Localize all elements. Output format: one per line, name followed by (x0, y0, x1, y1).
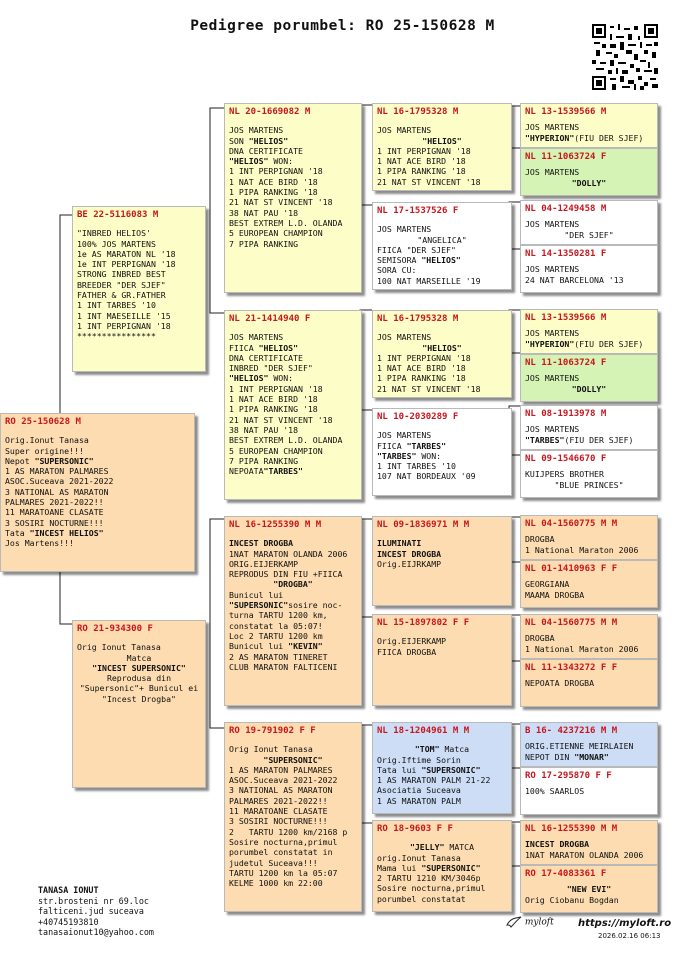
gen3-detail-line: 7 PIPA RANKING (229, 238, 299, 249)
sire-detail-line: 1e AS MARATON NL '18 (77, 248, 176, 259)
gen3-detail-line: NEPOATA"TARBES" (229, 466, 303, 477)
gen3-detail-line: ORIG.EIJERKAMP (229, 558, 299, 569)
gen4-detail-line: JOS MARTENS (377, 125, 432, 136)
dam-detail-line: "Incest Drogba" (102, 693, 176, 704)
gen5-ring-number: NL 14-1350281 F (525, 249, 607, 259)
gen4-detail-line: Sosire nocturna,primul (377, 883, 486, 894)
gen4-ring-number: NL 16-1795328 M (377, 107, 459, 117)
gen3-detail-line: 7 PIPA RANKING (229, 455, 299, 466)
dam-detail-line: Matca (126, 652, 152, 663)
gen3-detail-line: CLUB MARATON FALTICENI (229, 661, 338, 672)
dam-detail-line: "INCEST SUPERSONIC" (92, 662, 186, 673)
gen3-detail-line: REPRODUS DIN FIU +FIICA (229, 569, 343, 580)
gen4-card-5[interactable] (372, 516, 512, 606)
gen4-detail-line: Orig.EIJERKAMP (377, 636, 447, 647)
gen5-detail-line: MAAMA DROGBA (525, 589, 585, 600)
gen5-detail-line: 100% SAARLOS (525, 786, 585, 797)
gen5-ring-number: NL 11-1343272 F F (525, 663, 618, 673)
sire-ring-number: BE 22-5116083 M (77, 210, 159, 220)
gen5-card-5[interactable] (520, 309, 658, 354)
page-title: Pedigree porumbel: RO 25-150628 M (190, 18, 495, 34)
gen3-detail-line: FIICA "HELIOS" (229, 342, 299, 353)
gen3-detail-line: JOS MARTENS (229, 125, 284, 136)
gen3-detail-line: 1 AS MARATON PALMARES (229, 764, 333, 775)
gen3-detail-line: "HELIOS" WON: (229, 156, 294, 167)
gen3-detail-line: 3 SOSIRI NOCTURNE!!! (229, 816, 328, 827)
owner-phone: +40745193810 (38, 916, 99, 927)
sire-detail-line: STRONG INBRED BEST (77, 269, 166, 280)
gen5-ring-number: RO 17-295870 F F (525, 771, 612, 781)
gen5-card-15[interactable] (520, 820, 658, 865)
gen5-detail-line: DROGBA (525, 534, 555, 545)
print-date: 2026.02.16 06:13 (598, 932, 661, 940)
gen3-detail-line: 1 PIPA RANKING '18 (229, 404, 318, 415)
pigeon-logo-icon (506, 916, 522, 928)
dam-ring-number: RO 21-934300 F (77, 624, 153, 634)
logo-text: myloft (524, 917, 554, 928)
gen5-detail-line: "NEW EVI" (566, 884, 612, 895)
gen5-detail-line: JOS MARTENS (525, 373, 580, 384)
gen5-detail-line: INCEST DROGBA (525, 839, 590, 850)
gen4-detail-line: "TARBES" WON: (377, 450, 442, 461)
gen5-detail-line: "DER SJEF" (564, 229, 614, 240)
owner-address-line-2: falticeni.jud suceava (38, 906, 144, 916)
gen4-detail-line: Mama lui "SUPERSONIC" (377, 862, 481, 873)
gen5-pair-2 (520, 200, 658, 293)
subject-pigeon-card[interactable] (0, 413, 195, 572)
gen3-detail-line: "SUPERSONIC"sosire noc- (229, 600, 343, 611)
gen5-detail-line: 1 National Maraton 2006 (525, 643, 639, 654)
gen4-card-8[interactable] (372, 820, 512, 912)
gen5-detail-line: JOS MARTENS (525, 122, 580, 133)
gen4-card-6[interactable] (372, 614, 512, 706)
sire-detail-line: 1e INT PERPIGNAN '18 (77, 259, 176, 270)
gen4-detail-line: Tata lui "SUPERSONIC" (377, 764, 481, 775)
gen4-detail-line: "TOM" Matca (414, 744, 470, 755)
gen5-detail-line: 24 NAT BARCELONA '13 (525, 274, 624, 285)
gen3-ring-number: NL 21-1414940 F (229, 314, 311, 324)
gen4-card-2[interactable] (372, 202, 512, 290)
subject-detail-line: 3 NATIONAL AS MARATON (5, 486, 109, 497)
subject-detail-line: 3 SOSIRI NOCTURNE!!! (5, 517, 104, 528)
gen3-detail-line: PALMARES 2021-2022!! (229, 795, 328, 806)
gen4-detail-line: 2 TARTU 1210 KM/3046p (377, 873, 481, 884)
gen5-detail-line: JOS MARTENS (525, 219, 580, 230)
gen5-ring-number: NL 04-1560775 M M (525, 519, 618, 529)
gen4-detail-line: INCEST DROGBA (377, 548, 442, 559)
gen5-card-3[interactable] (520, 200, 658, 245)
gen3-detail-line: "HELIOS" WON: (229, 373, 294, 384)
gen4-ring-number: NL 15-1897802 F F (377, 618, 470, 628)
gen5-ring-number: NL 11-1063724 F (525, 358, 607, 368)
gen3-detail-line: BEST EXTREM L.D. OLANDA (229, 435, 343, 446)
gen4-detail-line: "ANGELICA" (417, 234, 467, 245)
gen4-detail-line: ILUMINATI (377, 538, 422, 549)
gen3-detail-line: Orig Ionut Tanasa (229, 744, 313, 755)
gen3-detail-line: Sosire nocturna,primul (229, 836, 338, 847)
gen5-card-4[interactable] (520, 245, 658, 293)
gen5-pair-1 (520, 103, 658, 196)
owner-contact-block (38, 885, 154, 938)
gen4-ring-number: RO 18-9603 F F (377, 824, 453, 834)
gen4-card-1[interactable] (372, 103, 512, 191)
gen3-detail-line: judetul Suceava!!! (229, 857, 318, 868)
gen4-detail-line: 1 AS MARATON PALM 21-22 (377, 775, 491, 786)
gen4-detail-line: 21 NAT ST VINCENT '18 (377, 383, 481, 394)
gen5-detail-line: DROGBA (525, 633, 555, 644)
gen3-detail-line: TARTU 1200 km la 05:07 (229, 867, 338, 878)
gen5-card-6[interactable] (520, 354, 658, 402)
owner-name: TANASA IONUT (38, 885, 99, 895)
gen5-card-12[interactable] (520, 659, 658, 707)
myloft-logo (506, 916, 554, 928)
gen4-detail-line: 1 PIPA RANKING '18 (377, 373, 466, 384)
gen4-detail-line: 1 PIPA RANKING '18 (377, 166, 466, 177)
subject-detail-line: Orig.Ionut Tanasa (5, 435, 89, 446)
owner-email[interactable]: tanasaionut10@yahoo.com (38, 927, 154, 937)
gen3-detail-line: 1NAT MARATON OLANDA 2006 (229, 548, 348, 559)
gen5-detail-line: JOS MARTENS (525, 264, 580, 275)
gen3-detail-line: ASOC.Suceava 2021-2022 (229, 775, 338, 786)
gen4-ring-number: NL 16-1795328 M (377, 314, 459, 324)
gen4-detail-line: 1 INT TARBES '10 (377, 461, 456, 472)
gen5-pair-3 (520, 309, 658, 402)
gen3-detail-line: 38 NAT PAU '18 (229, 207, 299, 218)
gen5-card-13[interactable] (520, 722, 658, 767)
subject-ring-number: RO 25-150628 M (5, 417, 81, 427)
subject-detail-line: Nepot "SUPERSONIC" (5, 455, 94, 466)
dam-detail-line: "Supersonic"+ Bunicul ei (79, 683, 199, 694)
gen4-detail-line: JOS MARTENS (377, 430, 432, 441)
subject-detail-line: 11 MARATOANE CLASATE (5, 507, 104, 518)
gen3-detail-line: 2 TARTU 1200 km/2168 p (229, 826, 348, 837)
gen5-pair-8 (520, 820, 658, 913)
sire-detail-line: BREEDER "DER SJEF" (77, 279, 166, 290)
gen3-card-dam-sire[interactable] (224, 516, 362, 706)
gen4-detail-line: FIICA "DER SJEF" (377, 244, 456, 255)
gen5-detail-line: JOS MARTENS (525, 424, 580, 435)
gen4-detail-line: "HELIOS" (422, 135, 462, 146)
gen4-detail-line: SORA CU: (377, 265, 417, 276)
gen3-detail-line: Loc 2 TARTU 1200 km (229, 630, 323, 641)
gen4-detail-line: 1 INT PERPIGNAN '18 (377, 145, 471, 156)
gen4-detail-line: 107 NAT BORDEAUX '09 (377, 471, 476, 482)
gen3-detail-line: "SUPERSONIC" (263, 754, 323, 765)
gen5-detail-line: 1 National Maraton 2006 (525, 544, 639, 555)
subject-detail-line: Jos Martens!!! (5, 538, 75, 549)
dam-detail-line: Orig Ionut Tanasa (77, 642, 161, 653)
gen5-card-1[interactable] (520, 103, 658, 148)
gen4-ring-number: NL 09-1836971 M M (377, 520, 470, 530)
sire-detail-line: 1 INT PERPIGNAN '18 (77, 320, 171, 331)
gen3-detail-line: porumbel constatat in (229, 847, 333, 858)
gen4-detail-line: 1 INT PERPIGNAN '18 (377, 352, 471, 363)
sire-detail-line: 1 INT MAESEILLE '15 (77, 310, 171, 321)
gen4-detail-line: "HELIOS" (422, 342, 462, 353)
gen5-card-8[interactable] (520, 450, 658, 498)
gen4-detail-line: Orig.Iftime Sorin (377, 754, 461, 765)
gen5-card-16[interactable] (520, 865, 658, 913)
gen4-detail-line: FIICA "TARBES" (377, 440, 447, 451)
gen5-card-7[interactable] (520, 405, 658, 450)
gen4-detail-line: 21 NAT ST VINCENT '18 (377, 176, 481, 187)
dam-detail-line: Reprodusa din (106, 673, 172, 684)
gen3-detail-line: 1 NAT ACE BIRD '18 (229, 394, 318, 405)
gen5-detail-line: JOS MARTENS (525, 167, 580, 178)
sire-detail-line: 1 INT TARBES '10 (77, 300, 156, 311)
gen4-detail-line: porumbel constatat (377, 893, 466, 904)
gen5-ring-number: NL 04-1560775 M M (525, 618, 618, 628)
sire-detail-line: FATHER & GR.FATHER (77, 290, 166, 301)
subject-detail-line: Super origine!!! (5, 445, 84, 456)
gen5-card-9[interactable] (520, 515, 658, 560)
gen5-ring-number: NL 11-1063724 F (525, 152, 607, 162)
gen5-detail-line: Orig Ciobanu Bogdan (525, 894, 619, 905)
gen5-ring-number: NL 16-1255390 M M (525, 824, 618, 834)
sire-detail-line: **************** (77, 331, 156, 342)
gen3-detail-line: 1 INT PERPIGNAN '18 (229, 166, 323, 177)
gen3-detail-line: 1 NAT ACE BIRD '18 (229, 176, 318, 187)
gen5-detail-line: "BLUE PRINCES" (554, 479, 624, 490)
subject-detail-line: PALMARES 2021-2022!! (5, 497, 104, 508)
owner-address-line-1: str.brosteni nr 69.loc (38, 895, 149, 906)
gen4-detail-line: SEMISORA "HELIOS" (377, 255, 461, 266)
gen5-pair-6 (520, 614, 658, 707)
gen5-detail-line: NEPOATA DROGBA (525, 678, 595, 689)
gen5-ring-number: NL 04-1249458 M (525, 204, 607, 214)
gen4-detail-line: 1 NAT ACE BIRD '18 (377, 156, 466, 167)
gen5-ring-number: NL 08-1913978 M (525, 409, 607, 419)
sire-card[interactable] (72, 206, 206, 372)
gen4-detail-line: JOS MARTENS (377, 224, 432, 235)
gen5-ring-number: B 16- 4237216 M M (525, 726, 618, 736)
sire-detail-line: 100% JOS MARTENS (77, 238, 156, 249)
gen4-card-4[interactable] (372, 408, 512, 496)
gen4-detail-line: FIICA DROGBA (377, 646, 437, 657)
gen3-detail-line: SON "HELIOS" (229, 135, 289, 146)
gen3-detail-line: 21 NAT ST VINCENT '18 (229, 197, 333, 208)
gen5-ring-number: NL 09-1546670 F (525, 454, 607, 464)
gen3-detail-line: BEST EXTREM L.D. OLANDA (229, 217, 343, 228)
gen3-detail-line: 5 EUROPEAN CHAMPION (229, 228, 323, 239)
sire-detail-line: "INBRED HELIOS' (77, 228, 151, 239)
gen5-detail-line: "DOLLY" (571, 383, 607, 394)
gen5-detail-line: JOS MARTENS (525, 328, 580, 339)
gen5-detail-line: GEORGIANA (525, 579, 570, 590)
gen5-pair-7 (520, 722, 658, 815)
gen5-card-11[interactable] (520, 614, 658, 659)
gen4-detail-line: 1 NAT ACE BIRD '18 (377, 363, 466, 374)
subject-detail-line: 1 AS MARATON PALMARES (5, 466, 109, 477)
gen5-detail-line: "TARBES"(FIU DER SJEF) (525, 434, 634, 445)
gen3-detail-line: constatat la 05:07! (229, 620, 323, 631)
gen4-detail-line: JOS MARTENS (377, 332, 432, 343)
gen5-pair-4 (520, 405, 658, 498)
gen5-detail-line: KUIJPERS BROTHER (525, 469, 604, 480)
gen5-ring-number: NL 13-1539566 M (525, 313, 607, 323)
gen3-detail-line: 5 EUROPEAN CHAMPION (229, 445, 323, 456)
gen4-card-3[interactable] (372, 310, 512, 398)
gen5-detail-line: "HYPERION"(FIU DER SJEF) (525, 132, 644, 143)
gen3-detail-line: INCEST DROGBA (229, 538, 294, 549)
gen3-detail-line: 38 NAT PAU '18 (229, 424, 299, 435)
gen3-ring-number: NL 16-1255390 M M (229, 520, 322, 530)
gen5-detail-line: "DOLLY" (571, 177, 607, 188)
gen3-detail-line: DNA CERTIFICATE (229, 352, 303, 363)
site-url-link[interactable]: https://myloft.ro (578, 918, 672, 929)
gen4-ring-number: NL 17-1537526 F (377, 206, 459, 216)
gen3-detail-line: Bunicul lui (229, 589, 284, 600)
gen5-detail-line: ORIG.ETIENNE MEIRLAIEN (525, 741, 634, 752)
gen3-detail-line: KELME 1000 km 22:00 (229, 878, 323, 889)
gen4-card-7[interactable] (372, 722, 512, 814)
gen3-detail-line: DNA CERTIFICATE (229, 145, 303, 156)
gen3-detail-line: 21 NAT ST VINCENT '18 (229, 414, 333, 425)
gen4-detail-line: Asociatia Suceava (377, 785, 461, 796)
gen5-card-10[interactable] (520, 560, 658, 608)
gen3-card-sire-sire[interactable] (224, 103, 362, 293)
gen3-detail-line: 3 NATIONAL AS MARATON (229, 785, 333, 796)
gen4-ring-number: NL 10-2030289 F (377, 412, 459, 422)
gen3-card-sire-dam[interactable] (224, 310, 362, 500)
gen3-detail-line: INBRED "DER SJEF" (229, 363, 313, 374)
dam-card[interactable] (72, 620, 206, 788)
gen5-ring-number: NL 01-1410963 F F (525, 564, 618, 574)
subject-detail-line: Tata "INCEST HELIOS" (5, 527, 104, 538)
gen5-card-14[interactable] (520, 767, 658, 815)
gen4-ring-number: NL 18-1204961 M M (377, 726, 470, 736)
gen3-card-dam-dam[interactable] (224, 722, 362, 912)
gen3-detail-line: 1 INT PERPIGNAN '18 (229, 383, 323, 394)
gen5-detail-line: NEPOT DIN "MONAR" (525, 751, 609, 762)
gen4-detail-line: 1 AS MARATON PALM (377, 795, 461, 806)
gen3-detail-line: 1 PIPA RANKING '18 (229, 187, 318, 198)
gen5-pair-5 (520, 515, 658, 608)
gen3-ring-number: RO 19-791902 F F (229, 726, 316, 736)
gen5-ring-number: RO 17-4083361 F (525, 869, 607, 879)
gen3-detail-line: 11 MARATOANE CLASATE (229, 806, 328, 817)
gen5-detail-line: "HYPERION"(FIU DER SJEF) (525, 338, 644, 349)
gen3-detail-line: JOS MARTENS (229, 332, 284, 343)
gen4-detail-line: "JELLY" MATCA (409, 842, 475, 853)
gen3-detail-line: "DROGBA" (273, 579, 313, 590)
gen3-ring-number: NL 20-1669082 M (229, 107, 311, 117)
gen4-detail-line: orig.Ionut Tanasa (377, 852, 461, 863)
gen5-ring-number: NL 13-1539566 M (525, 107, 607, 117)
gen5-card-2[interactable] (520, 148, 658, 196)
subject-detail-line: ASOC.Suceava 2021-2022 (5, 476, 114, 487)
gen4-detail-line: Orig.EIJRKAMP (377, 558, 442, 569)
gen4-detail-line: 100 NAT MARSEILLE '19 (377, 275, 481, 286)
gen3-detail-line: 2 AS MARATON TINERET (229, 651, 328, 662)
gen5-detail-line: 1NAT MARATON OLANDA 2006 (525, 849, 644, 860)
gen3-detail-line: Bunicul lui "KEVIN" (229, 641, 323, 652)
gen3-detail-line: turna TARTU 1200 km, (229, 610, 328, 621)
